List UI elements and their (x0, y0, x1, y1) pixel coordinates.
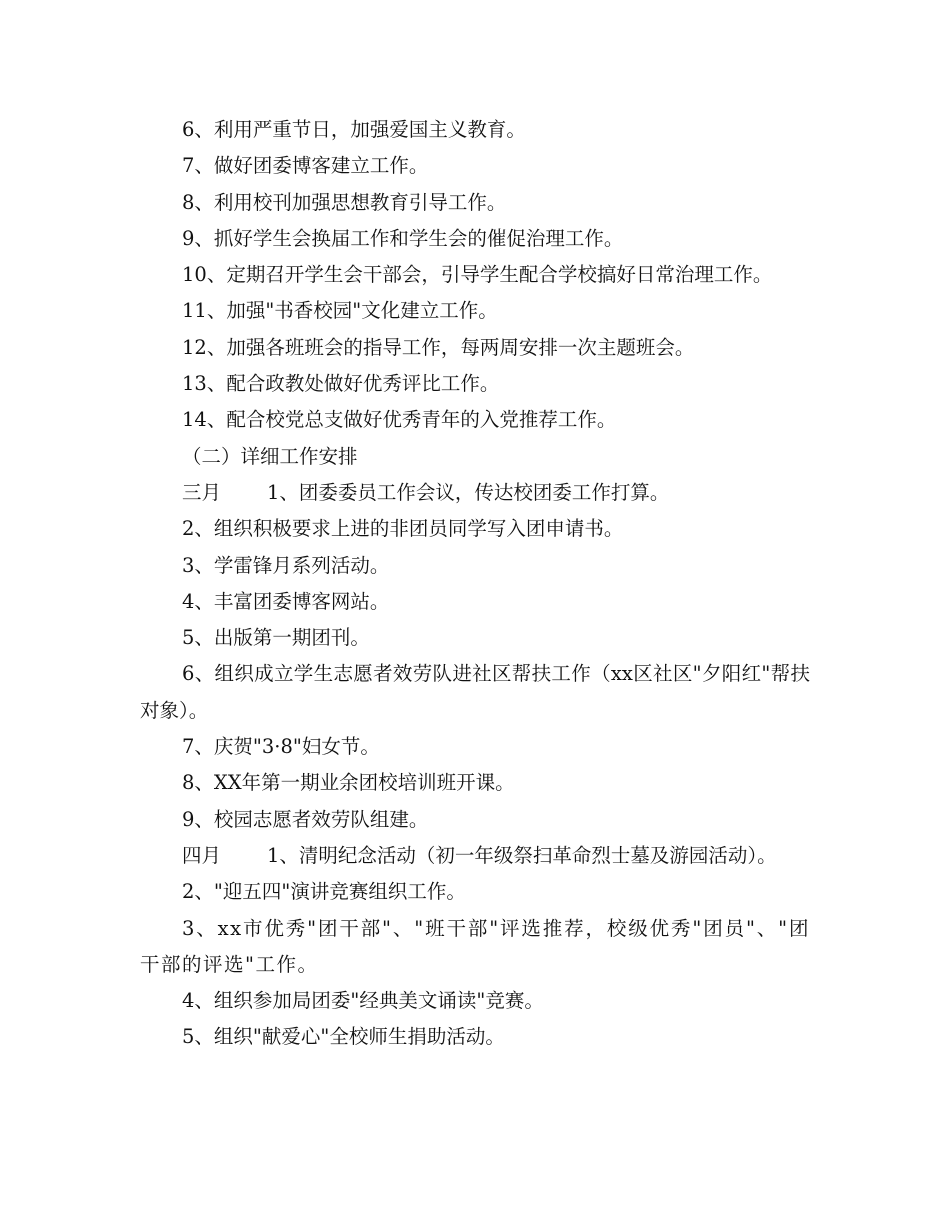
list-item: 4、丰富团委博客网站。 (182, 589, 390, 613)
list-item: 3、xx市优秀"团干部"、"班干部"评选推荐，校级优秀"团员"、"团干部的评选"工作。 (140, 916, 810, 976)
list-item: 6、利用严重节日，加强爱国主义教育。 (182, 118, 526, 141)
list-item: 13、配合政教处做好优秀评比工作。 (182, 372, 500, 396)
month-label: 四月 (182, 843, 222, 867)
list-item: 6、组织成立学生志愿者效劳队进社区帮扶工作（xx区社区"夕阳红"帮扶对象）。 (140, 662, 810, 722)
list-item: 9、校园志愿者效劳队组建。 (182, 807, 429, 831)
list-item: 3、学雷锋月系列活动。 (182, 553, 390, 577)
list-item-text: 1、团委委员工作会议，传达校团委工作打算。 (267, 480, 670, 504)
list-item: 14、配合校党总支做好优秀青年的入党推荐工作。 (182, 408, 617, 432)
list-item: 2、组织积极要求上进的非团员同学写入团申请书。 (182, 517, 624, 541)
list-item: 7、庆贺"3·8"妇女节。 (182, 735, 380, 759)
list-item: 8、利用校刊加强思想教育引导工作。 (182, 190, 507, 214)
section-heading: （二）详细工作安排 (182, 444, 358, 468)
month-item-april (140, 838, 810, 874)
list-item: 8、XX年第一期业余团校培训班开课。 (182, 771, 515, 795)
month-item-march (140, 475, 810, 511)
list-item: 12、加强各班班会的指导工作，每两周安排一次主题班会。 (182, 335, 695, 359)
list-item: 5、组织"献爱心"全校师生捐助活动。 (182, 1025, 505, 1049)
list-item: 7、做好团委博客建立工作。 (182, 154, 429, 178)
list-item-text: 1、清明纪念活动（初一年级祭扫革命烈士墓及游园活动）。 (267, 843, 777, 867)
list-item: 5、出版第一期团刊。 (182, 626, 370, 650)
list-item: 2、"迎五四"演讲竞赛组织工作。 (182, 880, 466, 904)
month-label: 三月 (182, 480, 222, 504)
list-item: 9、抓好学生会换届工作和学生会的催促治理工作。 (182, 226, 624, 250)
list-item: 10、定期召开学生会干部会，引导学生配合学校搞好日常治理工作。 (182, 263, 773, 287)
list-item: 11、加强"书香校园"文化建立工作。 (182, 299, 498, 323)
list-item: 4、组织参加局团委"经典美文诵读"竞赛。 (182, 989, 544, 1013)
